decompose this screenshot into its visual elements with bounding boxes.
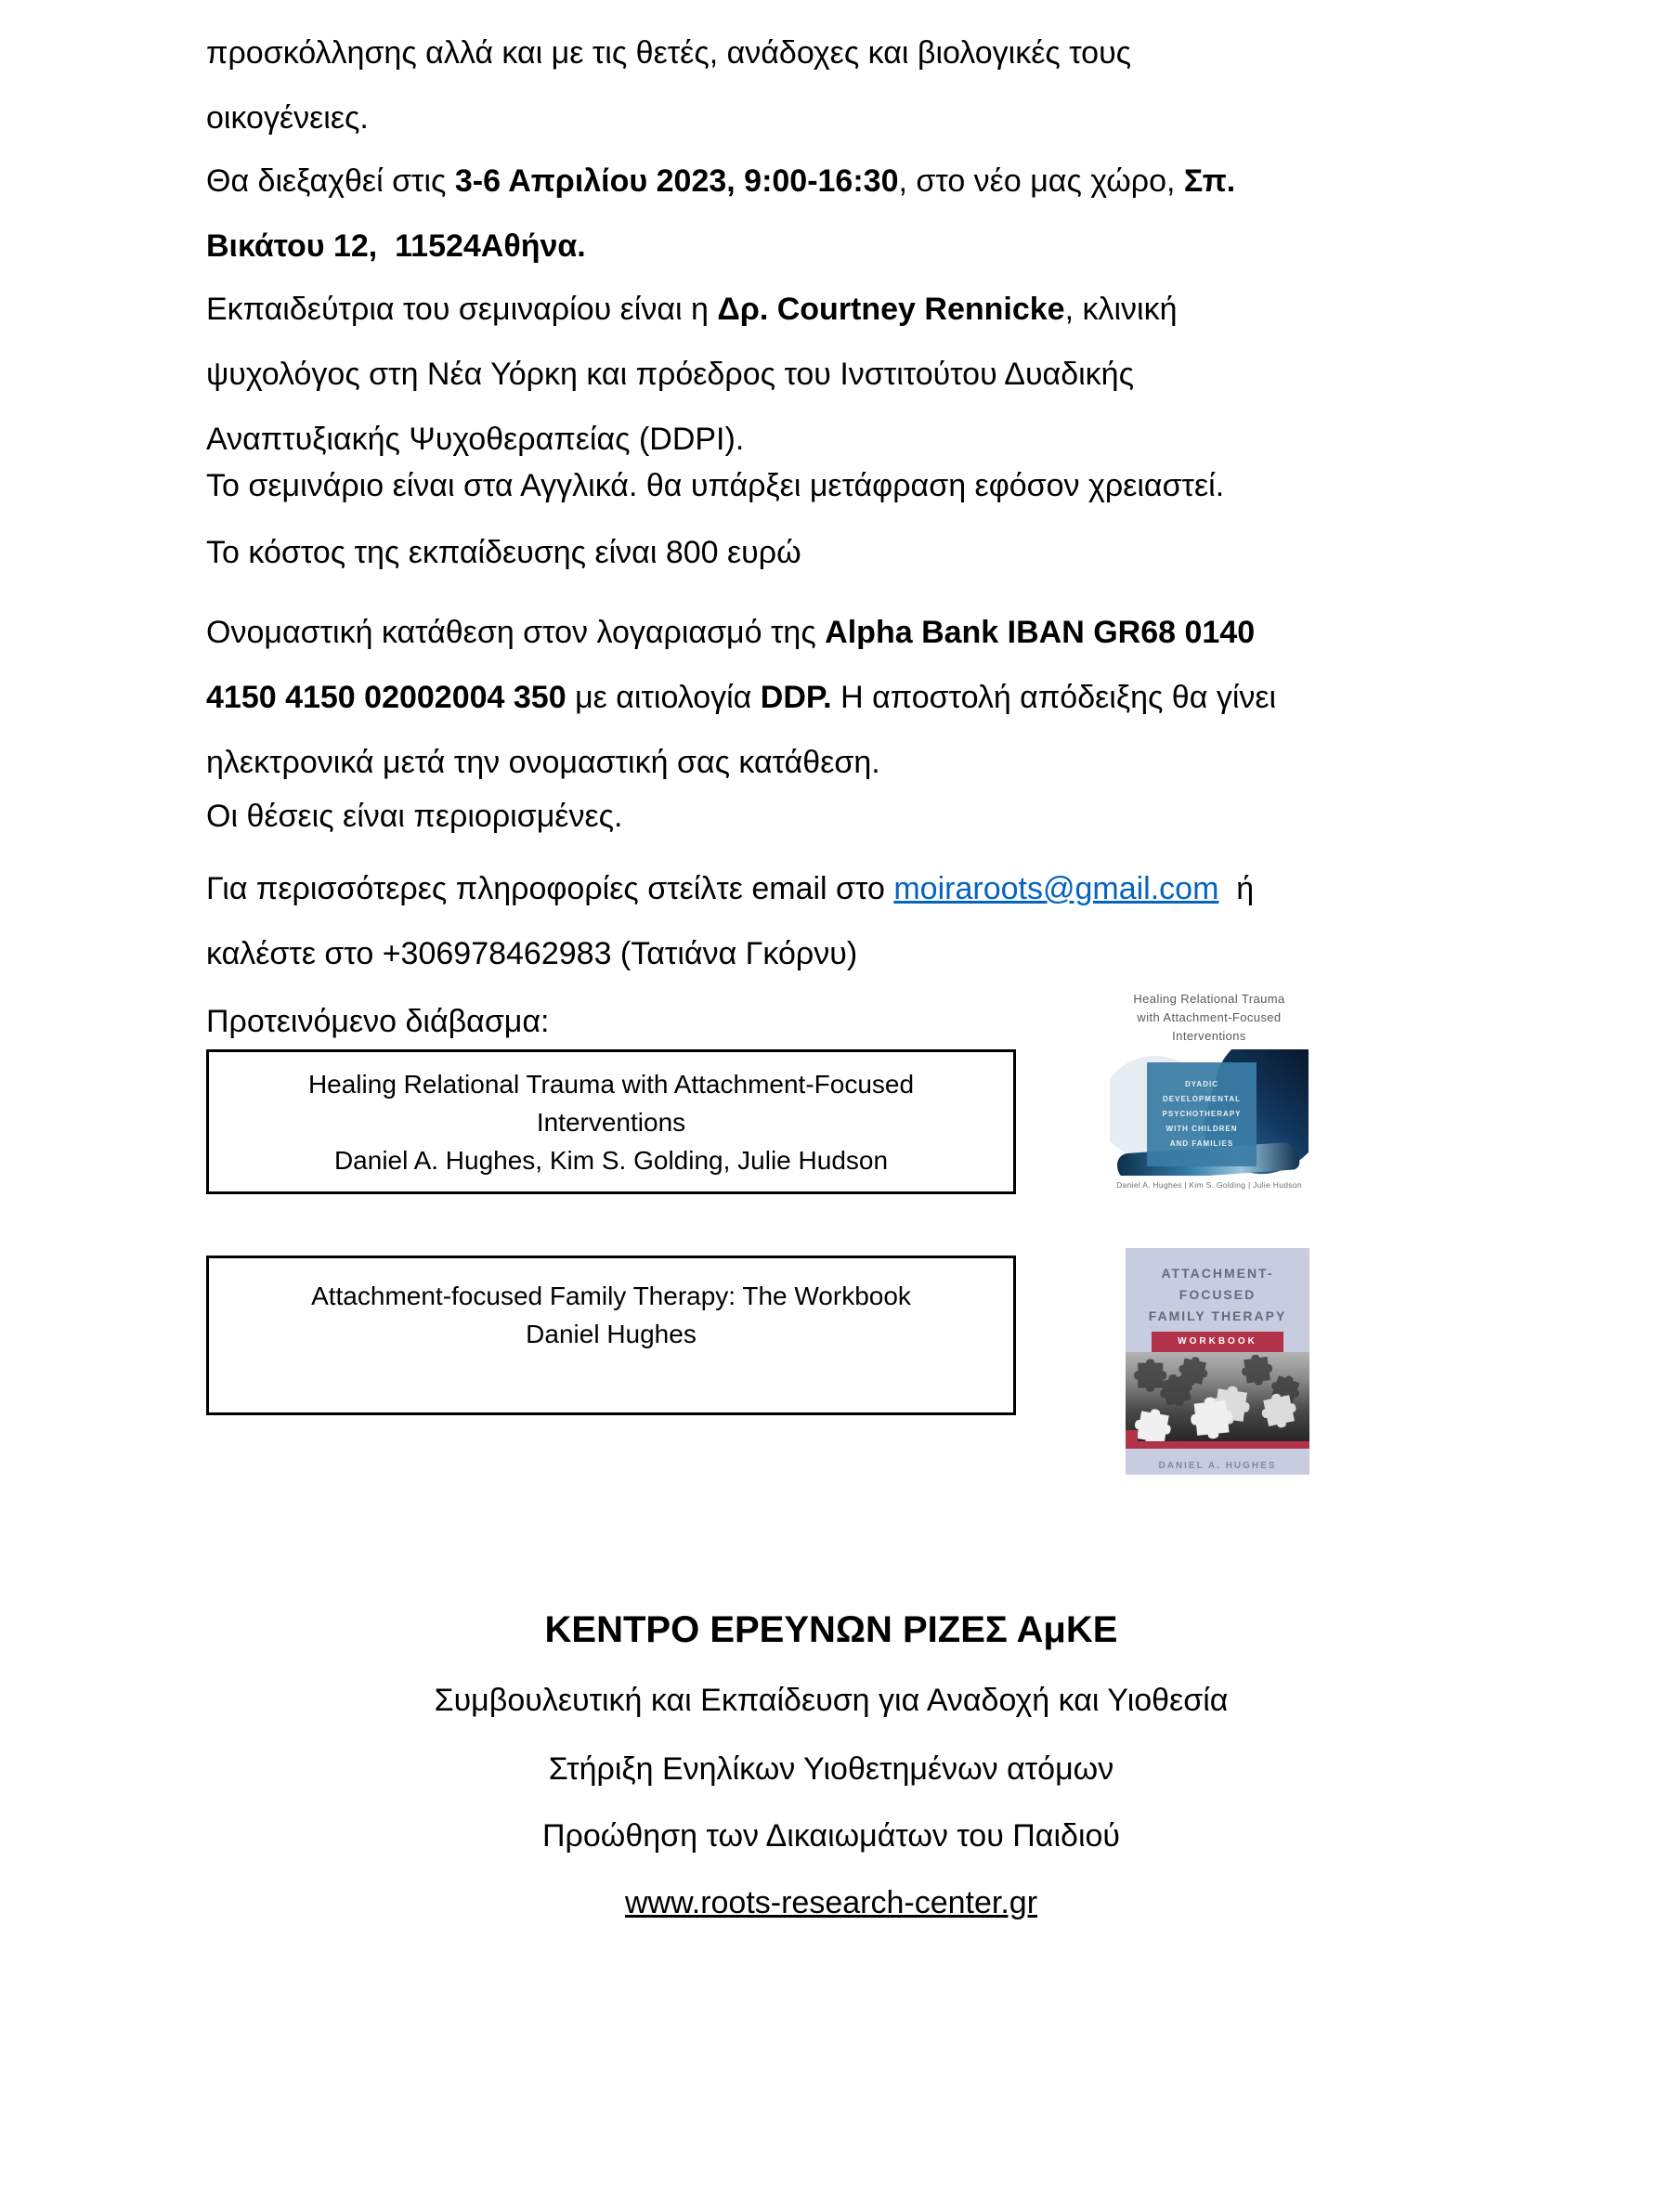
cover1-title-line: Interventions <box>1172 1029 1246 1043</box>
reading-label <box>206 989 550 1054</box>
text-line <box>206 277 1178 342</box>
cover1-square-line: DYADIC DEVELOPMENTAL <box>1163 1080 1241 1103</box>
phone-line: καλέστε στο +306978462983 (Τατιάνα Γκόρνυ) <box>206 936 858 971</box>
paragraph-contact <box>206 856 1254 986</box>
cover1-title-line: Healing Relational Trauma <box>1133 992 1285 1006</box>
reading-box-1 <box>206 1049 1016 1194</box>
cover2-title <box>1126 1263 1309 1327</box>
book-cover-healing-relational-trauma <box>1110 982 1309 1209</box>
text-line <box>206 856 1254 921</box>
text-line: Προτεινόμενο διάβασμα: <box>206 1004 550 1039</box>
trainer-name: Δρ. Courtney Rennicke <box>717 292 1065 327</box>
payment-reference: DDP. <box>760 680 832 715</box>
cover2-title-line: FAMILY THERAPY <box>1148 1308 1287 1323</box>
cover1-square-line: AND FAMILIES <box>1169 1139 1234 1148</box>
footer-service-line: Στήριξη Ενηλίκων Υιοθετημένων ατόμων <box>548 1751 1114 1787</box>
text-line: Οι θέσεις είναι περιορισμένες. <box>206 799 623 834</box>
text-segment: , κλινική <box>1064 292 1178 327</box>
cover2-red-strip <box>1126 1441 1309 1449</box>
book2-author: Daniel Hughes <box>526 1320 697 1348</box>
cover1-square-line: WITH CHILDREN <box>1166 1125 1238 1133</box>
text-line: ψυχολόγος στη Νέα Υόρκη και πρόεδρος του Ινστιτούτου Δυαδικής <box>206 357 1134 392</box>
paragraph-seats <box>206 784 622 849</box>
text-segment: Θα διεξαχθεί στις <box>206 163 455 199</box>
cover2-puzzle-photo <box>1126 1352 1309 1441</box>
address-part: Σπ. <box>1183 163 1236 199</box>
text-segment: Εκπαιδεύτρια του σεμιναρίου είναι η <box>206 292 718 327</box>
text-segment: ή <box>1218 871 1255 906</box>
footer-website <box>0 1885 1662 1921</box>
cover1-square-line: PSYCHOTHERAPY <box>1162 1110 1242 1118</box>
website-link[interactable]: www.roots-research-center.gr <box>624 1885 1038 1920</box>
paragraph-language <box>206 453 1224 518</box>
text-line: οικογένειες. <box>206 100 369 136</box>
cover2-title-line: FOCUSED <box>1179 1287 1257 1302</box>
text-segment: Η αποστολή απόδειξης θα γίνει <box>831 680 1277 715</box>
text-line: Αναπτυξιακής Ψυχοθεραπείας (DDPI). <box>206 422 745 457</box>
text-segment: Ονομαστική κατάθεση στον λογαριασμό της <box>206 615 826 650</box>
paragraph-trainer <box>206 277 1178 472</box>
reading-box-2 <box>206 1256 1016 1415</box>
text-line: Το σεμινάριο είναι στα Αγγλικά. θα υπάρξει μετάφραση εφόσον χρειαστεί. <box>206 468 1225 503</box>
email-link[interactable]: moiraroots@gmail.com <box>893 871 1219 906</box>
text-line: ηλεκτρονικά μετά την ονομαστική σας κατάθεση. <box>206 745 880 780</box>
footer-service-line: Συμβουλευτική και Εκπαίδευση για Αναδοχή και Υιοθεσία <box>434 1683 1229 1718</box>
book1-title-line: Healing Relational Trauma with Attachment-Focused <box>307 1070 915 1099</box>
iban-part-1: Alpha Bank IBAN GR68 0140 <box>825 615 1256 650</box>
book1-authors: Daniel A. Hughes, Kim S. Golding, Julie Hudson <box>333 1146 889 1175</box>
paragraph-bank <box>206 600 1276 795</box>
book1-title-line: Interventions <box>536 1108 686 1137</box>
text-line <box>206 600 1276 665</box>
seminar-dates: 3-6 Απριλίου 2023, 9:00-16:30 <box>454 163 899 199</box>
cover1-title-line: with Attachment-Focused <box>1137 1010 1282 1024</box>
paragraph-cost <box>206 520 801 585</box>
text-segment: με αιτιολογία <box>566 680 761 715</box>
cover1-artwork <box>1110 1049 1309 1176</box>
footer-service-line: Προώθηση των Δικαιωμάτων του Παιδιού <box>541 1818 1120 1854</box>
text-line <box>206 149 1235 214</box>
paragraph-intro <box>206 20 1131 150</box>
footer-org-name: ΚΕΝΤΡΟ ΕΡΕΥΝΩΝ ΡΙΖΕΣ ΑμΚΕ <box>544 1609 1118 1650</box>
text-line <box>206 665 1276 730</box>
iban-part-2: 4150 4150 02002004 350 <box>206 680 567 715</box>
text-segment: Για περισσότερες πληροφορίες στείλτε email στο <box>206 871 894 906</box>
cover1-blue-square <box>1147 1062 1257 1166</box>
book-cover-attachment-focused-workbook <box>1126 1248 1309 1475</box>
text-segment: , στο νέο μας χώρο, <box>898 163 1184 199</box>
cover2-workbook-band: WORKBOOK <box>1152 1332 1283 1352</box>
cover2-title-line: ATTACHMENT- <box>1161 1266 1274 1281</box>
text-line: Το κόστος της εκπαίδευσης είναι 800 ευρώ <box>206 535 801 570</box>
cover1-authors: Daniel A. Hughes | Kim S. Golding | Julie Hudson <box>1116 1180 1302 1190</box>
puzzle-pieces-illustration <box>1126 1352 1309 1441</box>
paragraph-dates-venue <box>206 149 1235 279</box>
cover1-title <box>1110 982 1309 1046</box>
cover2-author: DANIEL A. HUGHES <box>1158 1461 1277 1471</box>
book2-title-line: Attachment-focused Family Therapy: The Workbook <box>311 1282 911 1310</box>
text-line: προσκόλλησης αλλά και με τις θετές, ανάδοχες και βιολογικές τους <box>206 35 1132 71</box>
address-line: Βικάτου 12, 11524Αθήνα. <box>206 228 586 264</box>
